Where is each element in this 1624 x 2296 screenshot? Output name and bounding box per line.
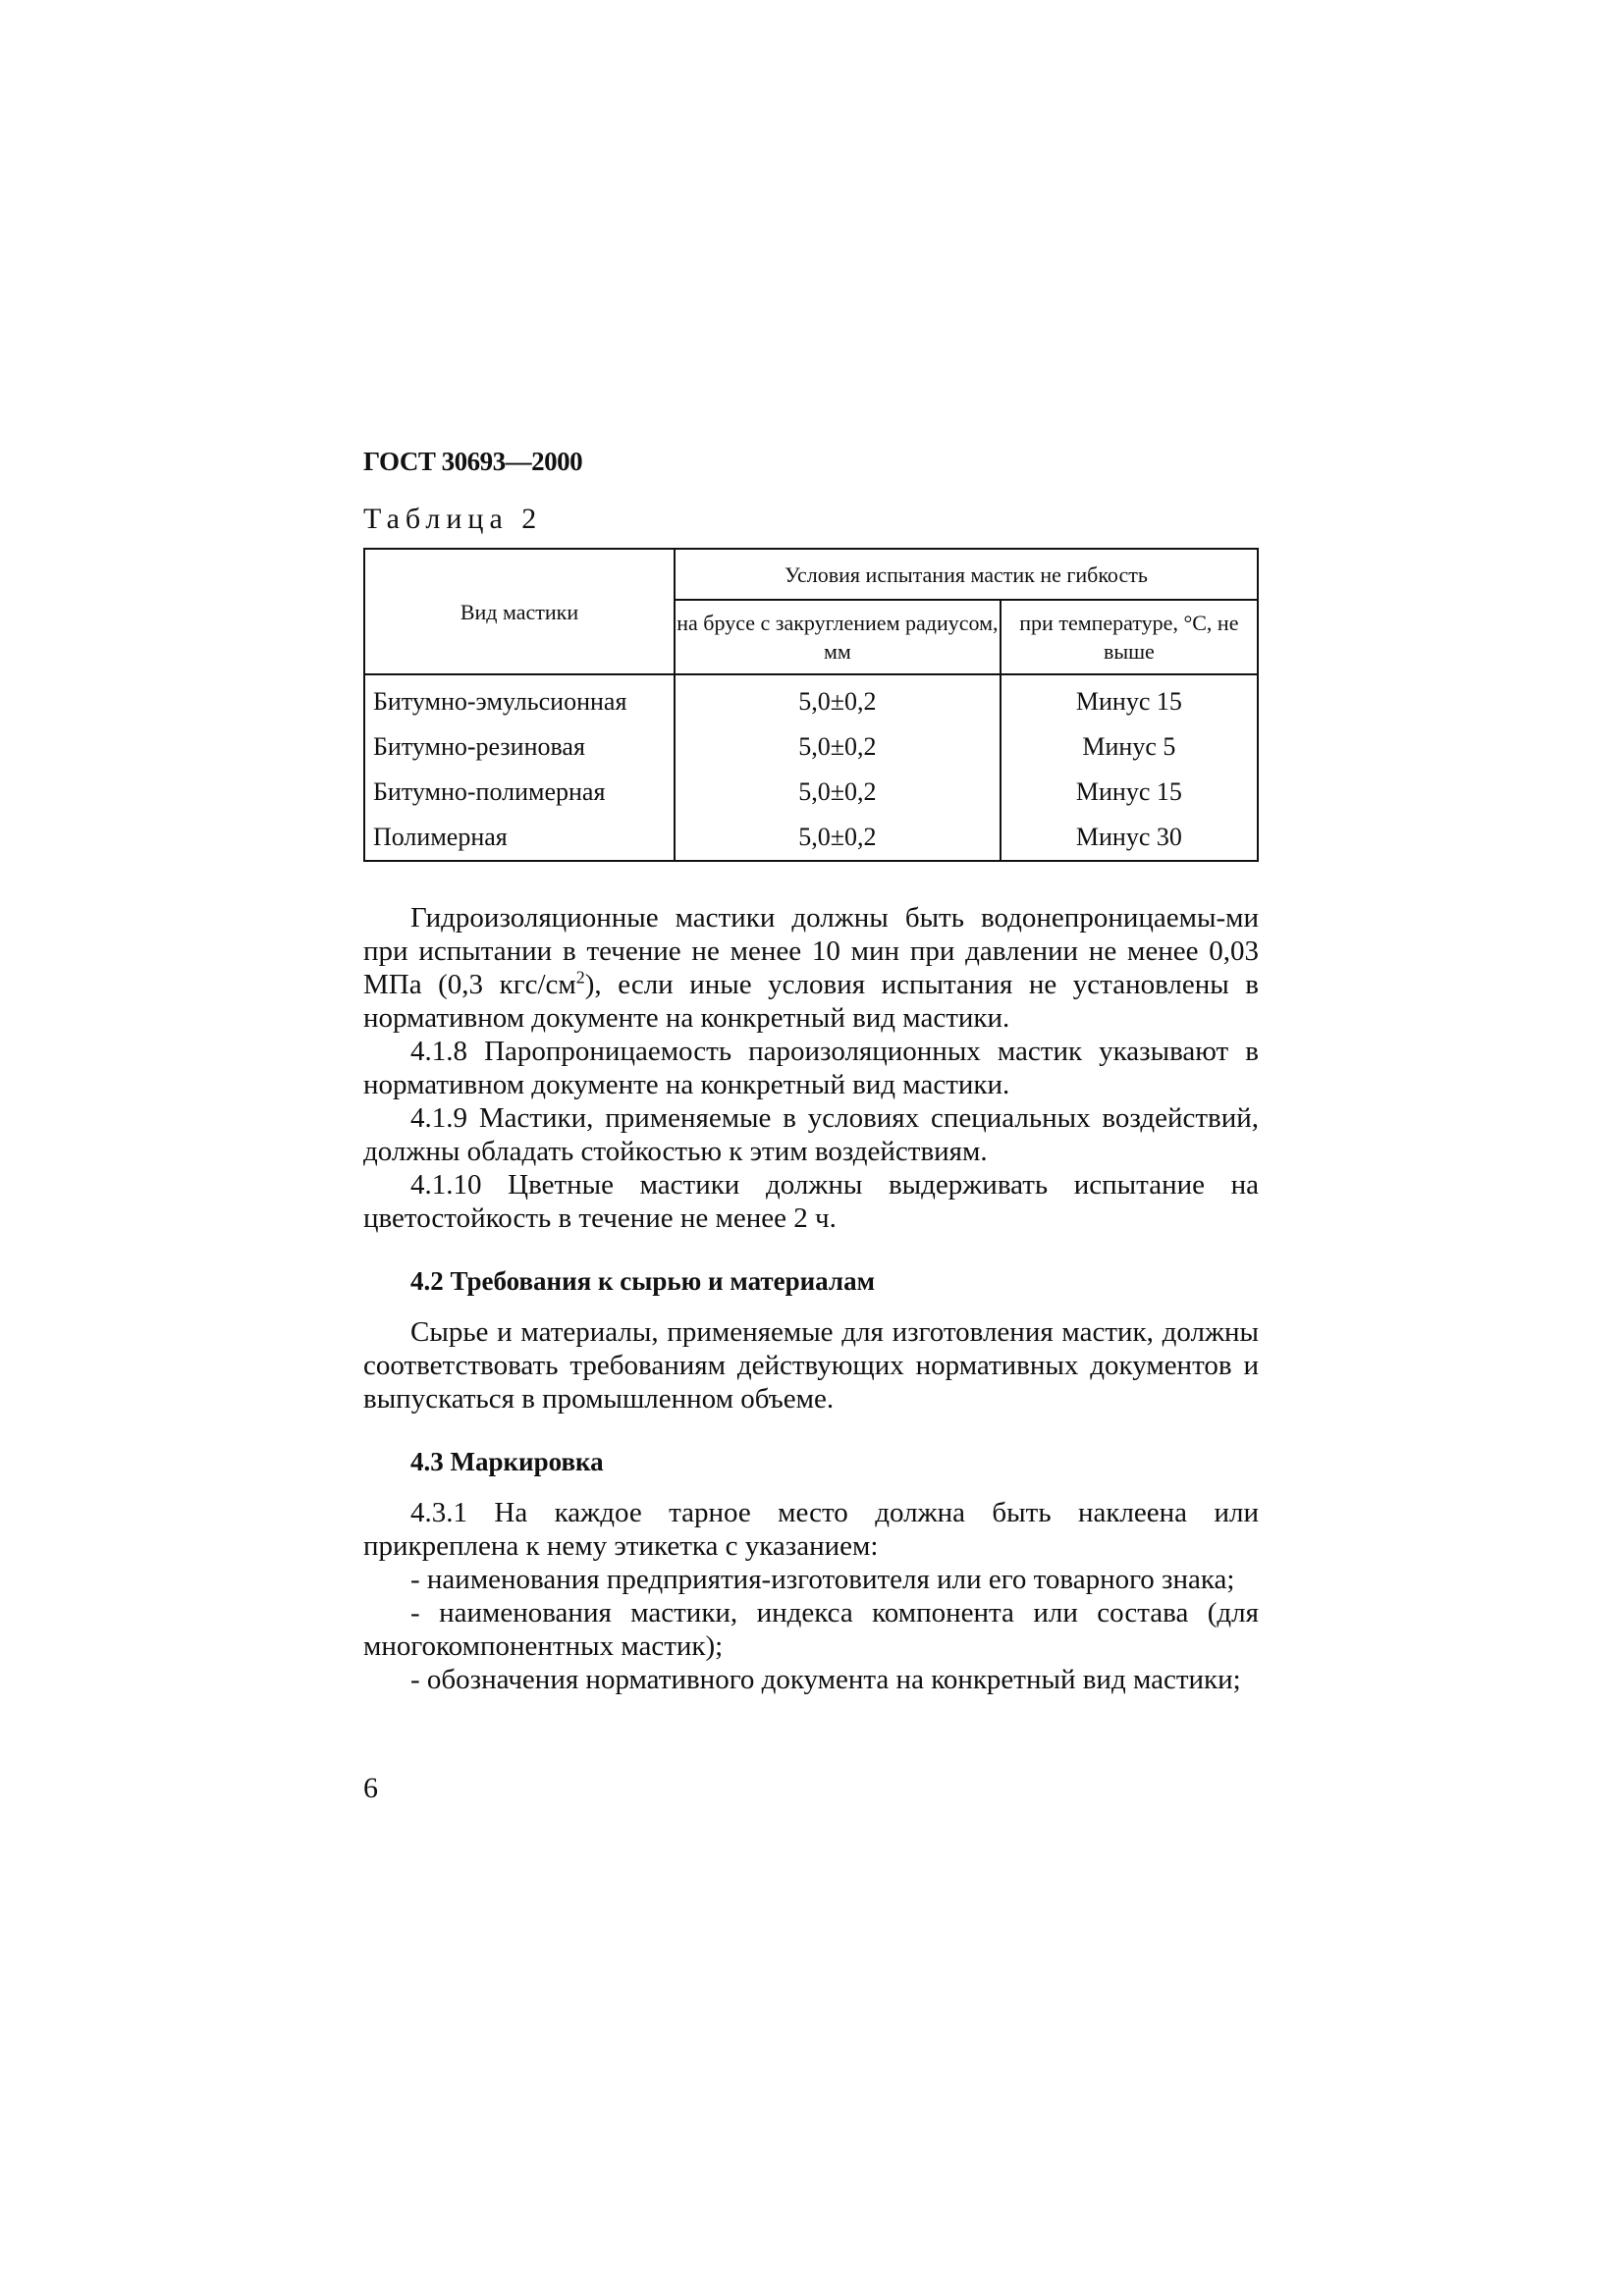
paragraph-4-1-10: 4.1.10 Цветные мастики должны выдерживать испытание на цветостойкость в течение не менее 2 ч. (363, 1169, 1259, 1234)
document-page (363, 447, 1259, 1696)
cell-kind: Битумно-резиновая (364, 724, 675, 770)
cell-kind: Полимерная (364, 815, 675, 861)
section-heading-4-3: 4.3 Маркировка (410, 1447, 604, 1476)
page-number: 6 (363, 1772, 378, 1804)
cell-temp: Минус 15 (1001, 674, 1258, 724)
unit-superscript: 2 (575, 967, 585, 988)
paragraph-4-3-1: 4.3.1 На каждое тарное место должна быть наклеена или прикреплена к нему этикетка с указанием: (363, 1497, 1259, 1562)
cell-kind: Битумно-полимерная (364, 770, 675, 815)
paragraph-4-1-8: 4.1.8 Паропроницаемость пароизоляционных мастик указывают в нормативном документе на конкретный вид мастики. (363, 1036, 1259, 1100)
paragraph-waterproof-part2: ), если иные условия испытания не установлены в нормативном документе на конкретный вид мастики. (363, 969, 1259, 1034)
table-row (364, 815, 1258, 861)
paragraph-waterproof (363, 901, 1259, 1035)
mastic-test-table (363, 548, 1259, 862)
table-row (364, 770, 1258, 815)
section-heading-4-2: 4.2 Требования к сырью и материалам (410, 1266, 875, 1296)
paragraph-waterproof-part1: Гидроизоляционные мастики должны быть водонепроницаемы-ми при испытании в течение не менее 10 мин при давлении не менее 0,03 МПа (0,3 кгс/см (363, 902, 1259, 1000)
list-item: - наименования мастики, индекса компонента или состава (для многокомпонентных мастик); (363, 1597, 1259, 1662)
table-row (364, 724, 1258, 770)
paragraph-4-1-9: 4.1.9 Мастики, применяемые в условиях специальных воздействий, должны обладать стойкостью к этим воздействиям. (363, 1102, 1259, 1167)
list-item: - наименования предприятия-изготовителя или его товарного знака; (410, 1564, 1235, 1595)
cell-kind: Битумно-эмульсионная (364, 674, 675, 724)
paragraph-4-2: Сырье и материалы, применяемые для изготовления мастик, должны соответствовать требованиям действующих нормативных документов и выпускаться в промышленном объеме. (363, 1316, 1259, 1415)
cell-temp: Минус 30 (1001, 815, 1258, 861)
col-header-radius: на брусе с закруглением радиусом, мм (675, 600, 1001, 674)
list-item: - обозначения нормативного документа на конкретный вид мастики; (410, 1664, 1241, 1695)
col-header-group: Условия испытания мастик не гибкость (675, 549, 1258, 600)
cell-radius: 5,0±0,2 (675, 674, 1001, 724)
table-caption: Таблица 2 (363, 503, 543, 535)
cell-temp: Минус 15 (1001, 770, 1258, 815)
col-header-kind: Вид мастики (364, 549, 675, 674)
body-text (363, 901, 1259, 1696)
cell-radius: 5,0±0,2 (675, 815, 1001, 861)
document-id: ГОСТ 30693—2000 (363, 447, 583, 476)
table-row (364, 674, 1258, 724)
cell-temp: Минус 5 (1001, 724, 1258, 770)
cell-radius: 5,0±0,2 (675, 724, 1001, 770)
col-header-temp: при температуре, °С, не выше (1001, 600, 1258, 674)
cell-radius: 5,0±0,2 (675, 770, 1001, 815)
